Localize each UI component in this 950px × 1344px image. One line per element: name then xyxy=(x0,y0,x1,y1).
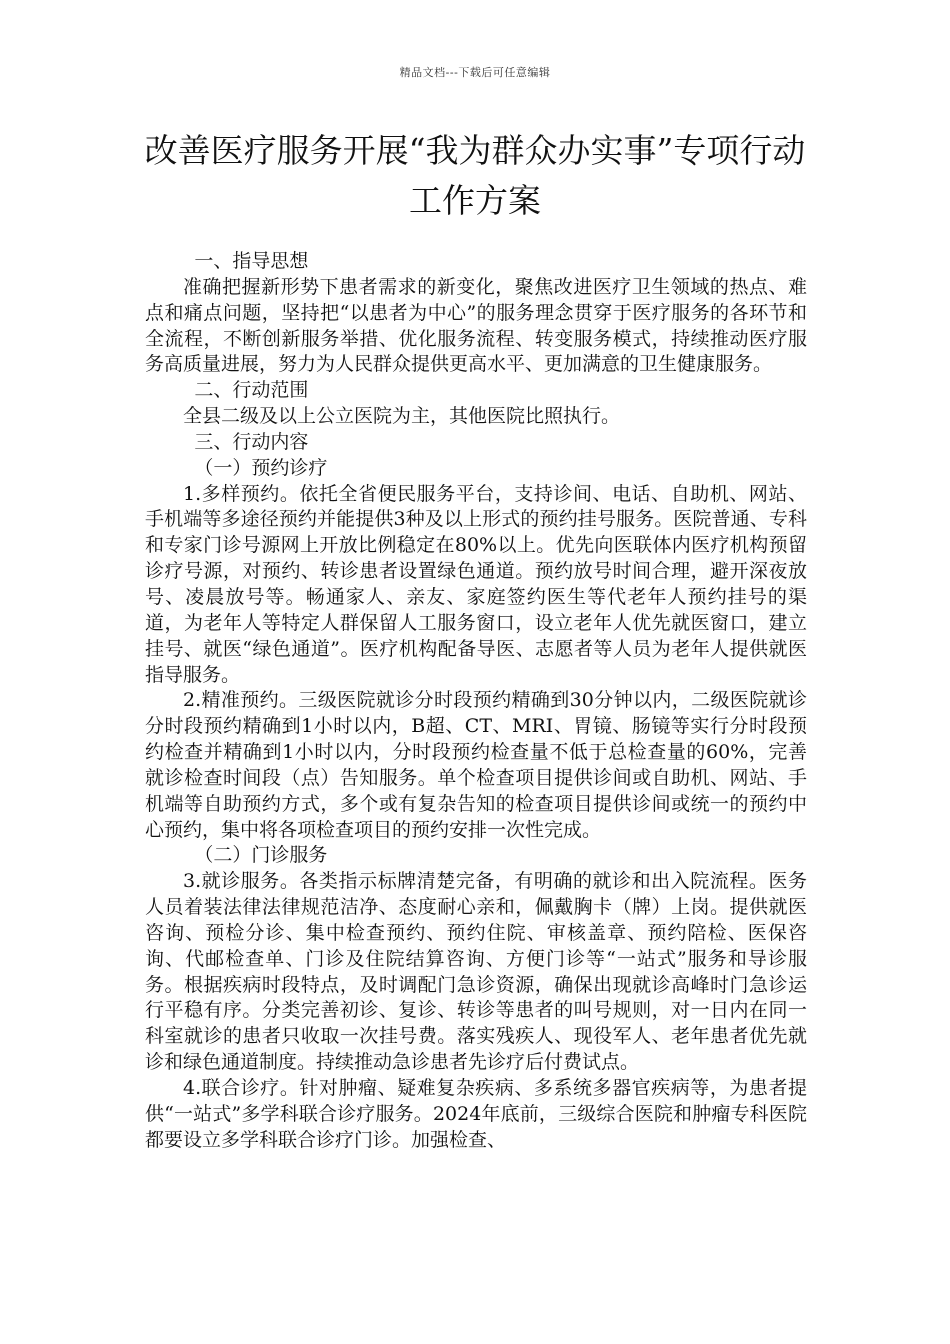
body-paragraph: 2.精准预约。三级医院就诊分时段预约精确到30分钟以内，二级医院就诊分时段预约精确到1小时以内，B超、CT、MRI、胃镜、肠镜等实行分时段预约检查并精确到1小时以内，分时段预约检查量不低于总检查量的60%，完善就诊检查时间段（点）告知服务。单个检查项目提供诊间或自助机、网站、手机端等自助预约方式，多个或有复杂告知的检查项目提供诊间或统一的预约中心预约，集中将各项检查项目的预约安排一次性完成。 xyxy=(145,689,807,841)
section-heading: 三、行动内容 xyxy=(194,430,309,453)
header-note: 精品文档---下载后可任意编辑 xyxy=(399,66,551,79)
body-paragraph: 全县二级及以上公立医院为主，其他医院比照执行。 xyxy=(183,405,621,428)
body-paragraph: 1.多样预约。依托全省便民服务平台，支持诊间、电话、自助机、网站、手机端等多途径预约并能提供3种及以上形式的预约挂号服务。医院普通、专科和专家门诊号源网上开放比例稳定在80%以上。优先向医联体内医疗机构预留诊疗号源，对预约、转诊患者设置绿色通道。预约放号时间合理，避开深夜放号、凌晨放号等。畅通家人、亲友、家庭签约医生等代老年人预约挂号的渠道，为老年人等特定人群保留人工服务窗口，设立老年人优先就医窗口，建立挂号、就医“绿色通道”。医疗机构配备导医、志愿者等人员为老年人提供就医指导服务。 xyxy=(145,482,807,686)
body-paragraph: 4.联合诊疗。针对肿瘤、疑难复杂疾病、多系统多器官疾病等，为患者提供“一站式”多学科联合诊疗服务。2024年底前，三级综合医院和肿瘤专科医院都要设立多学科联合诊疗门诊。加强检查、 xyxy=(145,1077,807,1151)
document-title: 改善医疗服务开展“我为群众办实事”专项行动工作方案 xyxy=(144,131,806,220)
body-paragraph: 3.就诊服务。各类指示标牌清楚完备，有明确的就诊和出入院流程。医务人员着装法律法律规范洁净、态度耐心亲和，佩戴胸卡（牌）上岗。提供就医咨询、预检分诊、集中检查预约、预约住院、审核盖章、预约陪检、医保咨询、代邮检查单、门诊及住院结算咨询、方便门诊等“一站式”服务和导诊服务。根据疾病时段特点，及时调配门急诊资源，确保出现就诊高峰时门急诊运行平稳有序。分类完善初诊、复诊、转诊等患者的叫号规则，对一日内在同一科室就诊的患者只收取一次挂号费。落实残疾人、现役军人、老年患者优先就诊和绿色通道制度。持续推动急诊患者先诊疗后付费试点。 xyxy=(145,870,807,1074)
subsection-heading: （二）门诊服务 xyxy=(194,844,328,867)
body-paragraph: 准确把握新形势下患者需求的新变化，聚焦改进医疗卫生领域的热点、难点和痛点问题，坚持把“以患者为中心”的服务理念贯穿于医疗服务的各环节和全流程，不断创新服务举措、优化服务流程、转变服务模式，持续推动医疗服务高质量进展，努力为人民群众提供更高水平、更加满意的卫生健康服务。 xyxy=(145,275,807,376)
section-heading: 二、行动范围 xyxy=(194,379,309,402)
section-heading: 一、指导思想 xyxy=(194,250,309,272)
document-body xyxy=(145,249,807,1154)
subsection-heading: （一）预约诊疗 xyxy=(194,456,328,479)
